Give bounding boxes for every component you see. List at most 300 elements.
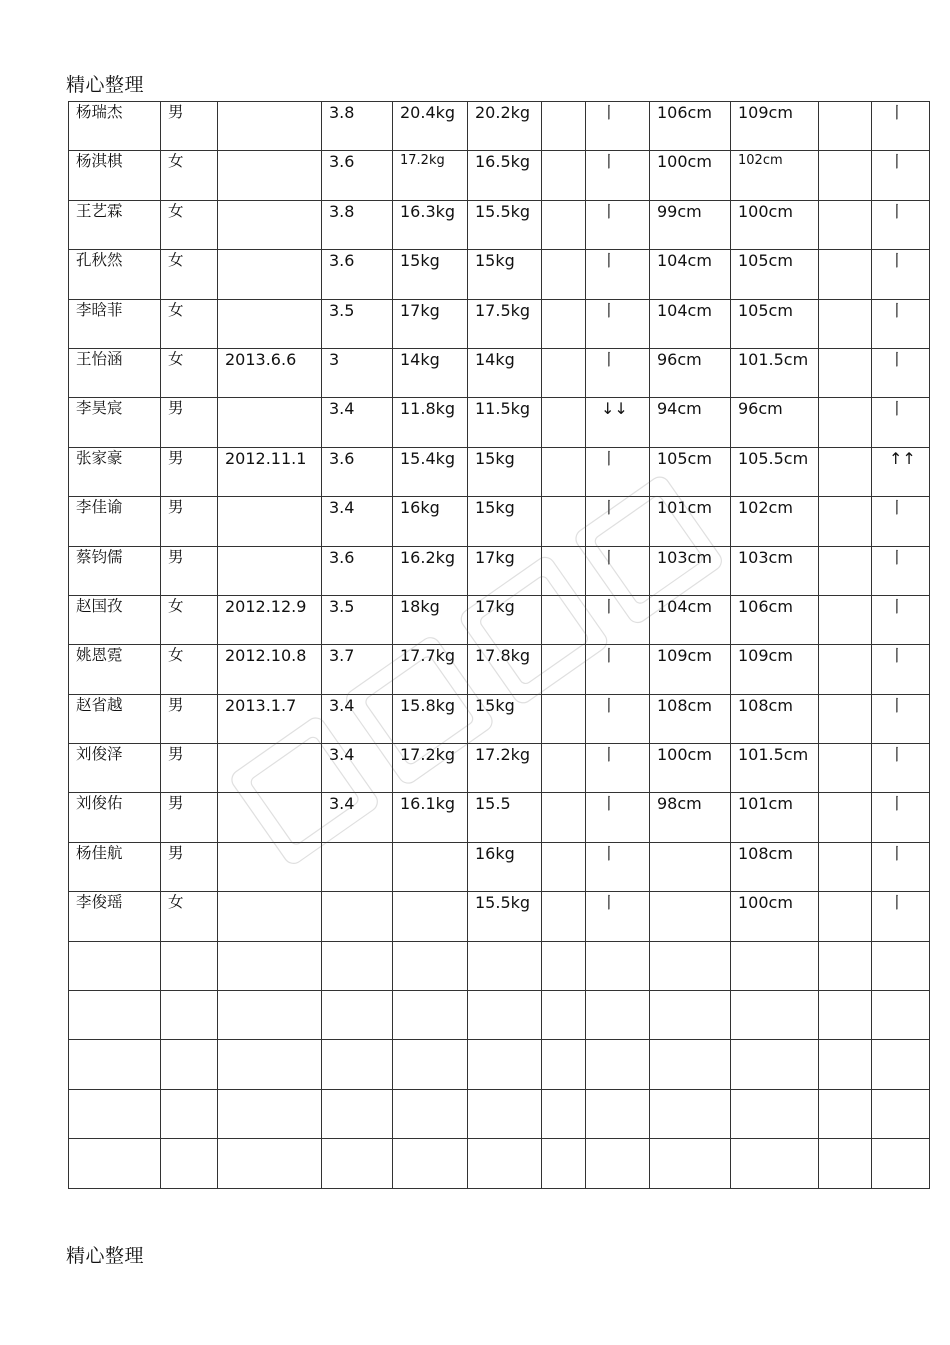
cell-col7 bbox=[542, 250, 586, 299]
cell-col12 bbox=[872, 250, 930, 299]
cell-text: 17kg bbox=[475, 596, 515, 616]
cell-col7 bbox=[542, 200, 586, 249]
cell-col4 bbox=[322, 892, 393, 941]
cell-col9 bbox=[650, 348, 731, 397]
cell-col11 bbox=[819, 398, 872, 447]
cell-col10 bbox=[731, 1040, 819, 1089]
cell-date bbox=[218, 892, 322, 941]
cell-text: 丨 bbox=[889, 547, 906, 567]
cell-gender bbox=[161, 1089, 218, 1138]
cell-name bbox=[69, 102, 161, 151]
cell-col9 bbox=[650, 892, 731, 941]
cell-col8 bbox=[586, 842, 650, 891]
cell-col12 bbox=[872, 991, 930, 1040]
cell-name bbox=[69, 398, 161, 447]
cell-text: 3 bbox=[329, 349, 340, 369]
cell-text bbox=[593, 1050, 601, 1053]
cell-gender bbox=[161, 595, 218, 644]
cell-col11 bbox=[819, 447, 872, 496]
cell-col9 bbox=[650, 398, 731, 447]
cell-text: 丨 bbox=[601, 695, 618, 715]
cell-col12 bbox=[872, 447, 930, 496]
cell-col7 bbox=[542, 1089, 586, 1138]
cell-text: 17.2kg bbox=[400, 745, 456, 765]
cell-text: 105.5cm bbox=[738, 448, 809, 468]
cell-gender bbox=[161, 793, 218, 842]
cell-text: 3.4 bbox=[329, 399, 355, 419]
cell-col10 bbox=[731, 398, 819, 447]
cell-gender bbox=[161, 151, 218, 200]
cell-text: 15kg bbox=[400, 251, 440, 271]
cell-text: 丨 bbox=[889, 794, 906, 814]
cell-col8 bbox=[586, 497, 650, 546]
cell-text: 3.4 bbox=[329, 498, 355, 518]
cell-text: 3.4 bbox=[329, 794, 355, 814]
cell-col9 bbox=[650, 497, 731, 546]
cell-text: 3.6 bbox=[329, 251, 355, 271]
cell-col10 bbox=[731, 892, 819, 941]
cell-col4 bbox=[322, 299, 393, 348]
cell-text: 2013.1.7 bbox=[225, 695, 297, 715]
cell-text: 男 bbox=[168, 103, 184, 121]
cell-text: 94cm bbox=[657, 399, 702, 419]
cell-col9 bbox=[650, 299, 731, 348]
cell-col5 bbox=[393, 645, 468, 694]
cell-date bbox=[218, 645, 322, 694]
cell-col5 bbox=[393, 694, 468, 743]
cell-text: 男 bbox=[168, 399, 184, 418]
cell-col4 bbox=[322, 497, 393, 546]
cell-col6 bbox=[468, 595, 542, 644]
cell-text: 李俊瑶 bbox=[76, 893, 123, 912]
cell-text: 108cm bbox=[657, 695, 712, 715]
cell-col12 bbox=[872, 793, 930, 842]
cell-col10 bbox=[731, 299, 819, 348]
cell-col6 bbox=[468, 1040, 542, 1089]
cell-name bbox=[69, 842, 161, 891]
cell-text: 2012.12.9 bbox=[225, 596, 307, 616]
cell-col5 bbox=[393, 200, 468, 249]
cell-date bbox=[218, 694, 322, 743]
cell-col5 bbox=[393, 348, 468, 397]
cell-text: 15kg bbox=[475, 498, 515, 518]
cell-text: 3.7 bbox=[329, 646, 355, 666]
cell-text: 102cm bbox=[738, 498, 793, 518]
cell-col12 bbox=[872, 1089, 930, 1138]
cell-col9 bbox=[650, 1040, 731, 1089]
cell-text: 丨 bbox=[889, 745, 906, 765]
cell-text: 15kg bbox=[475, 695, 515, 715]
cell-text: 20.4kg bbox=[400, 103, 456, 122]
cell-text: 杨瑞杰 bbox=[76, 103, 123, 121]
cell-col4 bbox=[322, 102, 393, 151]
cell-text: 96cm bbox=[738, 399, 783, 419]
cell-text: 丨 bbox=[889, 498, 906, 518]
cell-text: 丨 bbox=[601, 843, 618, 863]
table-row bbox=[69, 645, 930, 694]
cell-text: 2013.6.6 bbox=[225, 349, 297, 369]
cell-name bbox=[69, 793, 161, 842]
cell-col4 bbox=[322, 694, 393, 743]
cell-date bbox=[218, 102, 322, 151]
cell-col7 bbox=[542, 546, 586, 595]
cell-text: 14kg bbox=[475, 349, 515, 369]
cell-col5 bbox=[393, 299, 468, 348]
cell-col5 bbox=[393, 793, 468, 842]
cell-col7 bbox=[542, 1040, 586, 1089]
cell-text: 3.8 bbox=[329, 201, 355, 221]
cell-text: 丨 bbox=[601, 498, 618, 518]
cell-text: 15kg bbox=[475, 251, 515, 271]
cell-col12 bbox=[872, 1040, 930, 1089]
cell-col8 bbox=[586, 447, 650, 496]
cell-col5 bbox=[393, 250, 468, 299]
cell-text: 丨 bbox=[601, 201, 618, 221]
cell-col12 bbox=[872, 200, 930, 249]
cell-text: 李晗菲 bbox=[76, 300, 123, 319]
cell-col4 bbox=[322, 250, 393, 299]
cell-col5 bbox=[393, 595, 468, 644]
cell-gender bbox=[161, 102, 218, 151]
cell-gender bbox=[161, 546, 218, 595]
cell-text bbox=[593, 1001, 601, 1004]
cell-text: 丨 bbox=[889, 152, 906, 172]
cell-text: 蔡钧儒 bbox=[76, 547, 123, 566]
cell-text: 101.5cm bbox=[738, 349, 809, 369]
cell-name bbox=[69, 1089, 161, 1138]
cell-name bbox=[69, 991, 161, 1040]
table-row bbox=[69, 1089, 930, 1138]
cell-col11 bbox=[819, 892, 872, 941]
cell-col11 bbox=[819, 793, 872, 842]
cell-col11 bbox=[819, 941, 872, 990]
cell-col7 bbox=[542, 497, 586, 546]
cell-col9 bbox=[650, 102, 731, 151]
cell-col8 bbox=[586, 348, 650, 397]
cell-text: 男 bbox=[168, 794, 184, 813]
cell-text: 男 bbox=[168, 448, 184, 467]
cell-gender bbox=[161, 1139, 218, 1188]
cell-col8 bbox=[586, 793, 650, 842]
cell-name bbox=[69, 1040, 161, 1089]
cell-text: 3.5 bbox=[329, 596, 355, 616]
cell-text: 99cm bbox=[657, 201, 702, 221]
cell-col12 bbox=[872, 744, 930, 793]
cell-text: 106cm bbox=[738, 596, 793, 616]
table-row bbox=[69, 250, 930, 299]
cell-text: 张家豪 bbox=[76, 448, 123, 467]
cell-col8 bbox=[586, 892, 650, 941]
table-row bbox=[69, 398, 930, 447]
cell-text: 101.5cm bbox=[738, 745, 809, 765]
table-row bbox=[69, 348, 930, 397]
cell-col8 bbox=[586, 102, 650, 151]
cell-text: 105cm bbox=[738, 300, 793, 320]
cell-date bbox=[218, 546, 322, 595]
cell-text: 李佳谕 bbox=[76, 498, 123, 517]
cell-col9 bbox=[650, 645, 731, 694]
cell-col10 bbox=[731, 546, 819, 595]
cell-col6 bbox=[468, 694, 542, 743]
cell-col11 bbox=[819, 1139, 872, 1188]
cell-text: 姚恩霓 bbox=[76, 646, 123, 665]
cell-date bbox=[218, 299, 322, 348]
cell-text: 丨 bbox=[601, 103, 618, 122]
cell-text: 丨 bbox=[601, 152, 618, 172]
cell-col8 bbox=[586, 645, 650, 694]
cell-text: 丨 bbox=[601, 794, 618, 814]
cell-gender bbox=[161, 892, 218, 941]
cell-date bbox=[218, 991, 322, 1040]
cell-col8 bbox=[586, 595, 650, 644]
cell-text: 106cm bbox=[657, 103, 712, 122]
cell-name bbox=[69, 892, 161, 941]
cell-col11 bbox=[819, 102, 872, 151]
cell-text bbox=[879, 1149, 889, 1152]
table-row bbox=[69, 447, 930, 496]
cell-col11 bbox=[819, 991, 872, 1040]
cell-text bbox=[879, 1001, 889, 1004]
cell-gender bbox=[161, 299, 218, 348]
cell-col5 bbox=[393, 398, 468, 447]
cell-col10 bbox=[731, 694, 819, 743]
cell-text: 丨 bbox=[889, 843, 906, 863]
cell-col12 bbox=[872, 546, 930, 595]
cell-text: 16kg bbox=[475, 843, 515, 863]
cell-text: 丨 bbox=[889, 695, 906, 715]
cell-col10 bbox=[731, 991, 819, 1040]
cell-text: 丨 bbox=[889, 300, 906, 320]
cell-text: 109cm bbox=[738, 103, 793, 122]
cell-col8 bbox=[586, 1089, 650, 1138]
cell-text: 丨 bbox=[601, 251, 618, 271]
cell-text bbox=[879, 952, 889, 955]
cell-col7 bbox=[542, 793, 586, 842]
cell-gender bbox=[161, 398, 218, 447]
cell-date bbox=[218, 398, 322, 447]
table-row bbox=[69, 102, 930, 151]
cell-text: 17.7kg bbox=[400, 646, 456, 666]
cell-col8 bbox=[586, 200, 650, 249]
cell-text: 102cm bbox=[738, 153, 783, 169]
cell-col11 bbox=[819, 348, 872, 397]
cell-text: 17kg bbox=[475, 547, 515, 567]
cell-col5 bbox=[393, 991, 468, 1040]
cell-col11 bbox=[819, 744, 872, 793]
cell-text: 3.6 bbox=[329, 547, 355, 567]
cell-col11 bbox=[819, 595, 872, 644]
cell-col7 bbox=[542, 398, 586, 447]
cell-gender bbox=[161, 497, 218, 546]
cell-date bbox=[218, 744, 322, 793]
cell-col12 bbox=[872, 348, 930, 397]
cell-col10 bbox=[731, 348, 819, 397]
cell-col9 bbox=[650, 1139, 731, 1188]
cell-col4 bbox=[322, 595, 393, 644]
cell-col7 bbox=[542, 348, 586, 397]
cell-text: 108cm bbox=[738, 843, 793, 863]
table-row bbox=[69, 842, 930, 891]
table-row bbox=[69, 151, 930, 200]
cell-col7 bbox=[542, 151, 586, 200]
cell-text: 2012.10.8 bbox=[225, 646, 307, 666]
cell-gender bbox=[161, 447, 218, 496]
cell-text: 刘俊泽 bbox=[76, 745, 123, 764]
cell-date bbox=[218, 348, 322, 397]
cell-col7 bbox=[542, 447, 586, 496]
cell-col11 bbox=[819, 694, 872, 743]
cell-text: 男 bbox=[168, 843, 184, 862]
cell-col9 bbox=[650, 744, 731, 793]
cell-col6 bbox=[468, 398, 542, 447]
cell-gender bbox=[161, 250, 218, 299]
cell-text: 100cm bbox=[738, 201, 793, 221]
cell-col5 bbox=[393, 447, 468, 496]
cell-gender bbox=[161, 991, 218, 1040]
cell-name bbox=[69, 595, 161, 644]
cell-text: 丨 bbox=[889, 399, 906, 419]
cell-text: 11.8kg bbox=[400, 399, 456, 419]
cell-text: 赵国孜 bbox=[76, 596, 123, 615]
cell-date bbox=[218, 1139, 322, 1188]
cell-col6 bbox=[468, 348, 542, 397]
cell-col10 bbox=[731, 102, 819, 151]
page-header: 精心整理 bbox=[66, 74, 145, 96]
cell-col7 bbox=[542, 744, 586, 793]
cell-col5 bbox=[393, 546, 468, 595]
cell-date bbox=[218, 497, 322, 546]
cell-text: 96cm bbox=[657, 349, 702, 369]
cell-col5 bbox=[393, 1040, 468, 1089]
cell-col6 bbox=[468, 892, 542, 941]
cell-col12 bbox=[872, 497, 930, 546]
cell-date bbox=[218, 941, 322, 990]
cell-col10 bbox=[731, 151, 819, 200]
cell-date bbox=[218, 200, 322, 249]
cell-col12 bbox=[872, 1139, 930, 1188]
cell-text: 杨淇棋 bbox=[76, 152, 123, 171]
cell-col4 bbox=[322, 546, 393, 595]
cell-col5 bbox=[393, 497, 468, 546]
cell-name bbox=[69, 348, 161, 397]
cell-col11 bbox=[819, 546, 872, 595]
cell-name bbox=[69, 497, 161, 546]
cell-text: 丨 bbox=[601, 349, 618, 369]
table-row bbox=[69, 1139, 930, 1188]
cell-text: 3.4 bbox=[329, 745, 355, 765]
cell-col7 bbox=[542, 892, 586, 941]
cell-text: 105cm bbox=[657, 448, 712, 468]
cell-text: 丨 bbox=[889, 251, 906, 271]
cell-col5 bbox=[393, 1139, 468, 1188]
table-row bbox=[69, 497, 930, 546]
cell-col12 bbox=[872, 842, 930, 891]
cell-text: 王怡涵 bbox=[76, 349, 123, 368]
cell-text: 女 bbox=[168, 152, 184, 171]
cell-col12 bbox=[872, 595, 930, 644]
cell-col4 bbox=[322, 398, 393, 447]
cell-name bbox=[69, 299, 161, 348]
cell-col10 bbox=[731, 447, 819, 496]
cell-text: 女 bbox=[168, 201, 184, 220]
cell-name bbox=[69, 941, 161, 990]
cell-date bbox=[218, 595, 322, 644]
cell-col7 bbox=[542, 1139, 586, 1188]
cell-gender bbox=[161, 744, 218, 793]
cell-text: 109cm bbox=[738, 646, 793, 666]
cell-col8 bbox=[586, 694, 650, 743]
cell-col11 bbox=[819, 1089, 872, 1138]
cell-col10 bbox=[731, 595, 819, 644]
cell-text: 3.5 bbox=[329, 300, 355, 320]
cell-text: 女 bbox=[168, 251, 184, 270]
cell-col7 bbox=[542, 102, 586, 151]
cell-text: 孔秋然 bbox=[76, 251, 123, 270]
cell-text: 17.2kg bbox=[475, 745, 531, 765]
cell-col5 bbox=[393, 151, 468, 200]
cell-col4 bbox=[322, 941, 393, 990]
cell-col12 bbox=[872, 102, 930, 151]
cell-col10 bbox=[731, 1089, 819, 1138]
cell-col6 bbox=[468, 1089, 542, 1138]
cell-col5 bbox=[393, 744, 468, 793]
table-row bbox=[69, 546, 930, 595]
cell-date bbox=[218, 1089, 322, 1138]
cell-col9 bbox=[650, 991, 731, 1040]
cell-name bbox=[69, 447, 161, 496]
cell-col8 bbox=[586, 991, 650, 1040]
cell-col12 bbox=[872, 645, 930, 694]
cell-text: 刘俊佑 bbox=[76, 794, 123, 813]
cell-name bbox=[69, 744, 161, 793]
cell-text: 丨 bbox=[889, 201, 906, 221]
cell-col5 bbox=[393, 1089, 468, 1138]
cell-col12 bbox=[872, 941, 930, 990]
cell-text: 丨 bbox=[889, 646, 906, 666]
data-table bbox=[68, 101, 930, 1189]
cell-text: 丨 bbox=[601, 300, 618, 320]
cell-col12 bbox=[872, 892, 930, 941]
cell-col6 bbox=[468, 102, 542, 151]
cell-text: 3.8 bbox=[329, 103, 355, 122]
cell-text: 98cm bbox=[657, 794, 702, 814]
cell-col7 bbox=[542, 991, 586, 1040]
cell-gender bbox=[161, 200, 218, 249]
cell-text: 100cm bbox=[738, 893, 793, 913]
cell-gender bbox=[161, 842, 218, 891]
cell-name bbox=[69, 645, 161, 694]
cell-col4 bbox=[322, 348, 393, 397]
cell-col12 bbox=[872, 151, 930, 200]
cell-col9 bbox=[650, 447, 731, 496]
table-row bbox=[69, 892, 930, 941]
cell-text: 104cm bbox=[657, 596, 712, 616]
cell-text: 男 bbox=[168, 695, 184, 714]
cell-text: 女 bbox=[168, 300, 184, 319]
page-footer: 精心整理 bbox=[66, 1245, 145, 1267]
cell-col10 bbox=[731, 941, 819, 990]
cell-date bbox=[218, 151, 322, 200]
cell-col9 bbox=[650, 694, 731, 743]
cell-col10 bbox=[731, 1139, 819, 1188]
cell-col4 bbox=[322, 1139, 393, 1188]
cell-col6 bbox=[468, 941, 542, 990]
cell-text: 17.2kg bbox=[400, 153, 445, 169]
cell-col8 bbox=[586, 941, 650, 990]
cell-name bbox=[69, 694, 161, 743]
cell-col4 bbox=[322, 645, 393, 694]
cell-text: 3.6 bbox=[329, 152, 355, 172]
